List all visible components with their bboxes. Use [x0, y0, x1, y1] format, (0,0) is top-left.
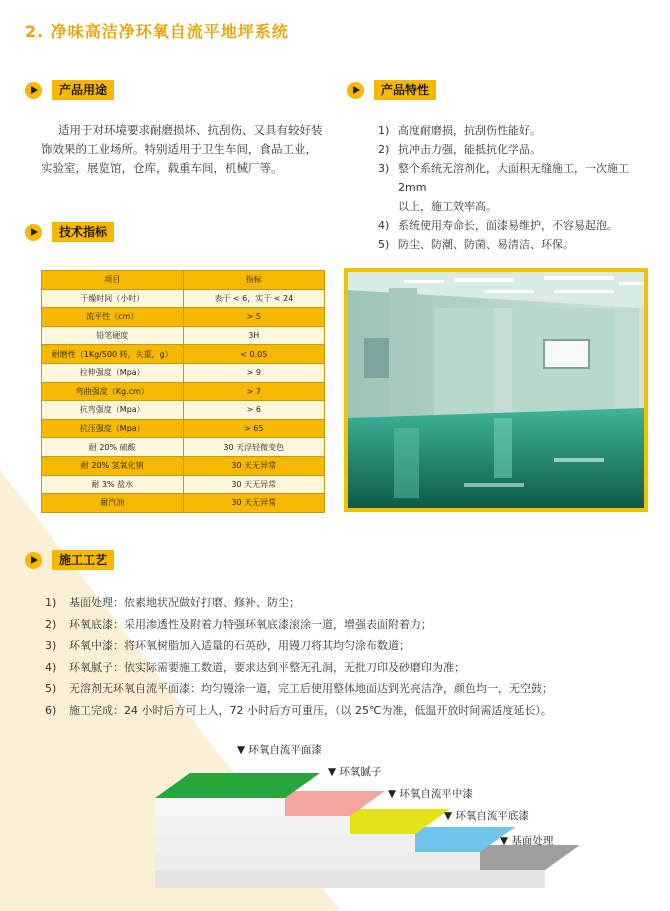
list-item: 3) 环氧中漆：将环氧树脂加入适量的石英砂，用镘刀将其均匀涂布数道； — [45, 639, 410, 652]
section-label: 产品用途 — [52, 80, 114, 100]
layer-mid-side — [155, 834, 415, 852]
list-item: 6) 施工完成：24 小时后方可上人，72 小时后方可重压，（以 25℃为准，低温开放时间需适度延长）。 — [45, 703, 552, 717]
table-row — [42, 289, 325, 308]
list-item: 2) 环氧底漆：采用渗透性及附着力特强环氧底漆滚涂一道，增强表面附着力； — [45, 617, 432, 631]
table-cell: > 5 — [183, 308, 325, 327]
table-row — [42, 494, 325, 513]
table-header-cell: 项目 — [42, 271, 184, 290]
table-cell: > 6 — [183, 401, 325, 420]
table-cell: 30 天无异常 — [183, 456, 325, 475]
list-item: 1) 基面处理：依素地状况做好打磨、修补、防尘； — [45, 596, 300, 609]
features-list — [378, 121, 658, 254]
section-header-specs — [25, 222, 114, 242]
list-item: 3) 整个系统无溶剂化，大面积无缝施工，一次施工 2mm — [378, 162, 629, 194]
list-item: 5) 防尘、防潮、防菌、易清洁、环保。 — [378, 238, 574, 251]
table-cell: 耐 3% 盐水 — [42, 475, 184, 494]
table-cell: > 65 — [183, 419, 325, 438]
table-cell: 耐汽油 — [42, 494, 184, 513]
layer-label-top: ▼ 环氧自流平面漆 — [237, 744, 322, 756]
table-cell: > 9 — [183, 363, 325, 382]
layer-base-side — [155, 870, 545, 888]
section-header-usage — [25, 80, 114, 100]
table-row — [42, 363, 325, 382]
table-row — [42, 308, 325, 327]
play-bullet-icon — [25, 224, 42, 241]
section-label: 施工工艺 — [52, 550, 114, 570]
usage-text-line-2: 饰效果的工业场所。特别适用于卫生车间，食品工业， — [41, 142, 317, 156]
section-header-process — [25, 550, 114, 570]
table-cell: 耐 20% 氢氧化钠 — [42, 456, 184, 475]
table-cell: 表干 < 6，实干 < 24 — [183, 289, 325, 308]
table-cell: 30 天无异常 — [183, 494, 325, 513]
table-row — [42, 419, 325, 438]
spec-table — [41, 270, 325, 513]
play-bullet-icon — [25, 82, 42, 99]
table-header-row — [42, 271, 325, 290]
layer-label-putty: ▼ 环氧腻子 — [328, 766, 382, 778]
table-row — [42, 456, 325, 475]
table-cell: 抗弯强度（Mpa） — [42, 401, 184, 420]
section-label: 产品特性 — [374, 80, 436, 100]
usage-text-line-1: 适用于对环境要求耐磨损坏、抗刮伤、又具有较好装 — [58, 123, 323, 137]
table-cell: 拉伸强度（Mpa） — [42, 363, 184, 382]
table-cell: 30 天无异常 — [183, 475, 325, 494]
table-cell: 耐磨性（1Kg/500 转，失重，g） — [42, 345, 184, 364]
table-row — [42, 345, 325, 364]
layer-label-mid: ▼ 环氧自流平中漆 — [388, 788, 473, 800]
list-item: 4) 环氧腻子：依实际需要施工数道，要求达到平整无孔洞，无批刀印及砂磨印为准； — [45, 660, 465, 674]
layer-top-side — [155, 798, 285, 816]
section-header-features — [347, 80, 436, 100]
table-row — [42, 475, 325, 494]
layer-primer-side — [155, 852, 480, 870]
table-header-cell: 指标 — [183, 271, 325, 290]
table-cell: 3H — [183, 326, 325, 345]
page-title: 2. 净味高洁净环氧自流平地坪系统 — [25, 22, 289, 41]
list-item: 以上，施工效率高。 — [398, 200, 497, 213]
table-cell: 流平性（cm） — [42, 308, 184, 327]
usage-text-line-3: 实验室，展览馆，仓库，载重车间，机械厂等。 — [41, 161, 283, 175]
section-label: 技术指标 — [52, 222, 114, 242]
cleanroom-floor-photo — [344, 268, 648, 512]
layer-putty-side — [155, 816, 350, 834]
table-cell: > 7 — [183, 382, 325, 401]
list-item: 5) 无溶剂无环氧自流平面漆：均匀镘涂一道，完工后使用整体地面达到光亮洁净，颜色均一，无空鼓； — [45, 682, 553, 695]
table-row — [42, 401, 325, 420]
table-row — [42, 382, 325, 401]
table-cell: 干燥时间（小时） — [42, 289, 184, 308]
table-cell: 铅笔硬度 — [42, 326, 184, 345]
list-item: 4) 系统使用寿命长，面漆易维护，不容易起泡。 — [378, 219, 618, 232]
list-item: 1) 高度耐磨损，抗刮伤性能好。 — [378, 124, 541, 137]
play-bullet-icon — [25, 552, 42, 569]
table-cell: 耐 20% 硫酸 — [42, 438, 184, 457]
table-cell: 抗压强度（Mpa） — [42, 419, 184, 438]
table-cell: < 0.05 — [183, 345, 325, 364]
process-steps-list — [45, 592, 645, 721]
table-row — [42, 326, 325, 345]
table-cell: 弯曲强度（Kg.cm） — [42, 382, 184, 401]
list-item: 2) 抗冲击力强，能抵抗化学品。 — [378, 143, 541, 156]
layer-label-base: ▼ 基面处理 — [500, 835, 554, 847]
table-row — [42, 438, 325, 457]
layer-label-primer: ▼ 环氧自流平底漆 — [444, 810, 529, 822]
table-cell: 30 天浮轻微变色 — [183, 438, 325, 457]
play-bullet-icon — [347, 82, 364, 99]
